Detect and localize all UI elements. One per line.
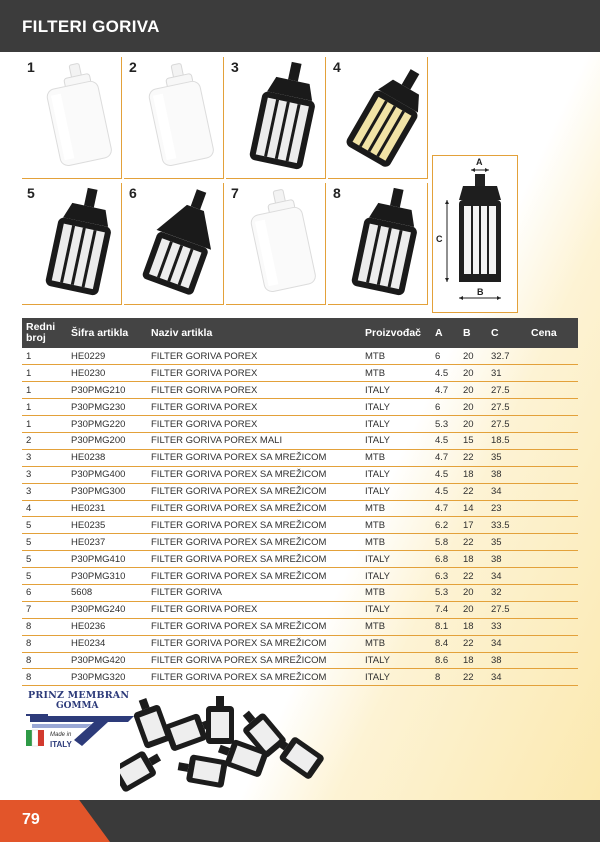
page-number-tab [0,800,110,842]
product-tile-7 [226,183,326,305]
cell-cena [527,365,578,382]
cell-proizvodjac: ITALY [361,416,431,433]
filters-group-photo [120,690,330,798]
cell-a: 7.4 [431,601,459,618]
cell-sifra: P30PMG220 [67,416,147,433]
fuel-filter-icon [124,183,224,305]
table-row [22,348,578,365]
cell-redni-broj: 3 [22,466,67,483]
cell-cena [527,483,578,500]
cell-a: 4.5 [431,432,459,449]
cell-redni-broj: 7 [22,601,67,618]
cell-a: 6.2 [431,517,459,534]
cell-proizvodjac: ITALY [361,568,431,585]
cell-sifra: P30PMG400 [67,466,147,483]
cell-proizvodjac: ITALY [361,432,431,449]
cell-proizvodjac: MTB [361,500,431,517]
fuel-filter-icon [22,57,122,179]
cell-proizvodjac: MTB [361,517,431,534]
cell-naziv: FILTER GORIVA POREX SA MREŽICOM [147,652,361,669]
table-row [22,635,578,652]
cell-naziv: FILTER GORIVA POREX MALI [147,432,361,449]
cell-b: 17 [459,517,487,534]
cell-a: 8.6 [431,652,459,669]
table-body [22,348,578,686]
cell-c: 33.5 [487,517,527,534]
cell-b: 22 [459,568,487,585]
cell-a: 6 [431,399,459,416]
cell-redni-broj: 5 [22,551,67,568]
cell-c: 27.5 [487,399,527,416]
table-row [22,652,578,669]
cell-c: 38 [487,551,527,568]
cell-cena [527,348,578,365]
product-tile-3 [226,57,326,179]
cell-sifra: P30PMG310 [67,568,147,585]
cell-redni-broj: 6 [22,584,67,601]
tile-number: 6 [129,185,137,201]
tile-number: 3 [231,59,239,75]
cell-c: 35 [487,534,527,551]
cell-redni-broj: 2 [22,432,67,449]
product-image-grid [22,57,432,307]
cell-naziv: FILTER GORIVA POREX SA MREŽICOM [147,635,361,652]
cell-b: 20 [459,416,487,433]
table-row [22,432,578,449]
cell-proizvodjac: ITALY [361,669,431,686]
product-tile-8 [328,183,428,305]
cell-redni-broj: 5 [22,517,67,534]
cell-naziv: FILTER GORIVA POREX [147,399,361,416]
cell-naziv: FILTER GORIVA POREX SA MREŽICOM [147,568,361,585]
cell-naziv: FILTER GORIVA POREX SA MREŽICOM [147,483,361,500]
cell-b: 20 [459,365,487,382]
header-sifra-artikla: Šifra artikla [67,318,147,348]
cell-proizvodjac: MTB [361,618,431,635]
cell-sifra: HE0235 [67,517,147,534]
cell-naziv: FILTER GORIVA [147,584,361,601]
cell-redni-broj: 1 [22,348,67,365]
cell-naziv: FILTER GORIVA POREX [147,365,361,382]
table-row [22,382,578,399]
cell-sifra: P30PMG320 [67,669,147,686]
product-tile-1 [22,57,122,179]
cell-b: 20 [459,584,487,601]
dimension-label-a: A [476,157,483,167]
cell-redni-broj: 1 [22,399,67,416]
cell-a: 6.8 [431,551,459,568]
dimension-label-c: C [436,234,443,244]
cell-cena [527,652,578,669]
cell-a: 6.3 [431,568,459,585]
cell-c: 18.5 [487,432,527,449]
cell-b: 20 [459,399,487,416]
fuel-filter-icon [124,57,224,179]
cell-naziv: FILTER GORIVA POREX [147,382,361,399]
cell-naziv: FILTER GORIVA POREX SA MREŽICOM [147,466,361,483]
header-redni-broj: Redni broj [22,318,67,348]
table-row [22,449,578,466]
cell-a: 8.4 [431,635,459,652]
cell-naziv: FILTER GORIVA POREX SA MREŽICOM [147,449,361,466]
fuel-filter-icon [226,57,326,179]
cell-cena [527,534,578,551]
product-tile-2 [124,57,224,179]
tile-number: 1 [27,59,35,75]
cell-redni-broj: 4 [22,500,67,517]
cell-a: 4.5 [431,466,459,483]
cell-proizvodjac: MTB [361,584,431,601]
cell-a: 5.8 [431,534,459,551]
cell-b: 18 [459,466,487,483]
cell-a: 4.7 [431,382,459,399]
cell-c: 34 [487,669,527,686]
table-row [22,416,578,433]
cell-b: 20 [459,382,487,399]
cell-b: 14 [459,500,487,517]
table-row [22,584,578,601]
cell-b: 15 [459,432,487,449]
cell-cena [527,500,578,517]
cell-c: 32 [487,584,527,601]
cell-sifra: P30PMG300 [67,483,147,500]
header-proizvodjac: Proizvođač [361,318,431,348]
table-row [22,568,578,585]
cell-sifra: P30PMG420 [67,652,147,669]
table-row [22,483,578,500]
cell-cena [527,618,578,635]
cell-naziv: FILTER GORIVA POREX [147,601,361,618]
cell-c: 32.7 [487,348,527,365]
brand-name-line1: PRINZ MEMBRAN [28,690,130,701]
cell-c: 35 [487,449,527,466]
cell-cena [527,584,578,601]
table-row [22,669,578,686]
cell-c: 38 [487,466,527,483]
cell-redni-broj: 8 [22,669,67,686]
cell-c: 23 [487,500,527,517]
cell-b: 22 [459,449,487,466]
cell-b: 22 [459,669,487,686]
product-tile-6 [124,183,224,305]
cell-c: 34 [487,483,527,500]
tile-number: 2 [129,59,137,75]
fuel-filter-icon [226,183,326,305]
cell-redni-broj: 5 [22,534,67,551]
cell-proizvodjac: MTB [361,449,431,466]
cell-sifra: P30PMG210 [67,382,147,399]
cell-a: 4.5 [431,483,459,500]
cell-proizvodjac: ITALY [361,399,431,416]
cell-redni-broj: 8 [22,635,67,652]
cell-cena [527,399,578,416]
table-row [22,517,578,534]
cell-proizvodjac: ITALY [361,551,431,568]
cell-c: 38 [487,652,527,669]
tile-number: 5 [27,185,35,201]
cell-b: 18 [459,551,487,568]
cell-a: 4.7 [431,449,459,466]
cell-proizvodjac: ITALY [361,382,431,399]
cell-proizvodjac: MTB [361,348,431,365]
cell-a: 4.5 [431,365,459,382]
cell-b: 18 [459,618,487,635]
cell-redni-broj: 8 [22,652,67,669]
product-table [22,318,578,686]
cell-cena [527,601,578,618]
cell-naziv: FILTER GORIVA POREX SA MREŽICOM [147,517,361,534]
cell-naziv: FILTER GORIVA POREX [147,416,361,433]
dimension-label-b: B [477,287,484,297]
cell-proizvodjac: ITALY [361,466,431,483]
made-in-country: ITALY [50,740,72,749]
cell-b: 20 [459,601,487,618]
cell-redni-broj: 8 [22,618,67,635]
cell-sifra: P30PMG240 [67,601,147,618]
cell-naziv: FILTER GORIVA POREX SA MREŽICOM [147,500,361,517]
cell-b: 18 [459,652,487,669]
header-b: B [459,318,487,348]
page-footer [0,800,600,842]
cell-proizvodjac: ITALY [361,652,431,669]
cell-cena [527,432,578,449]
cell-a: 6 [431,348,459,365]
header-cena: Cena [527,318,578,348]
cell-c: 27.5 [487,601,527,618]
cell-redni-broj: 5 [22,568,67,585]
cell-a: 5.3 [431,416,459,433]
cell-a: 5.3 [431,584,459,601]
table-header-row [22,318,578,348]
cell-sifra: HE0229 [67,348,147,365]
table-row [22,618,578,635]
table-row [22,365,578,382]
table-row [22,500,578,517]
cell-naziv: FILTER GORIVA POREX SA MREŽICOM [147,551,361,568]
cell-cena [527,416,578,433]
cell-cena [527,669,578,686]
table-row [22,399,578,416]
cell-proizvodjac: MTB [361,534,431,551]
cell-b: 22 [459,534,487,551]
product-tile-4 [328,57,428,179]
fuel-filter-icon [22,183,122,305]
cell-b: 22 [459,483,487,500]
cell-proizvodjac: ITALY [361,601,431,618]
cell-sifra: HE0231 [67,500,147,517]
table-row [22,601,578,618]
cell-b: 20 [459,348,487,365]
table-row [22,551,578,568]
cell-c: 33 [487,618,527,635]
cell-naziv: FILTER GORIVA POREX SA MREŽICOM [147,618,361,635]
page-number: 79 [22,811,40,828]
cell-naziv: FILTER GORIVA POREX [147,348,361,365]
fuel-filter-icon [328,183,428,305]
brand-name-line2: GOMMA [56,701,99,711]
cell-c: 34 [487,635,527,652]
cell-cena [527,449,578,466]
dimension-diagram [432,155,518,313]
page-header [0,0,600,52]
filter-group-image-icon [120,690,330,798]
cell-redni-broj: 1 [22,382,67,399]
tile-number: 8 [333,185,341,201]
cell-sifra: HE0238 [67,449,147,466]
cell-c: 27.5 [487,382,527,399]
cell-c: 31 [487,365,527,382]
cell-cena [527,568,578,585]
header-c: C [487,318,527,348]
header-a: A [431,318,459,348]
cell-sifra: 5608 [67,584,147,601]
cell-c: 27.5 [487,416,527,433]
filter-dimension-drawing-icon [433,156,519,314]
tile-number: 7 [231,185,239,201]
cell-proizvodjac: ITALY [361,483,431,500]
cell-redni-broj: 1 [22,416,67,433]
product-tile-5 [22,183,122,305]
table-row [22,534,578,551]
cell-c: 34 [487,568,527,585]
cell-redni-broj: 1 [22,365,67,382]
cell-a: 4.7 [431,500,459,517]
cell-a: 8.1 [431,618,459,635]
cell-redni-broj: 3 [22,483,67,500]
cell-sifra: HE0237 [67,534,147,551]
cell-sifra: HE0236 [67,618,147,635]
cell-cena [527,635,578,652]
page-title: FILTERI GORIVA [22,17,160,36]
cell-cena [527,466,578,483]
cell-sifra: P30PMG230 [67,399,147,416]
cell-cena [527,382,578,399]
cell-sifra: HE0230 [67,365,147,382]
cell-naziv: FILTER GORIVA POREX SA MREŽICOM [147,534,361,551]
table-row [22,466,578,483]
cell-b: 22 [459,635,487,652]
cell-sifra: P30PMG410 [67,551,147,568]
cell-proizvodjac: MTB [361,635,431,652]
cell-sifra: HE0234 [67,635,147,652]
header-naziv-artikla: Naziv artikla [147,318,361,348]
fuel-filter-icon [328,57,428,179]
cell-sifra: P30PMG200 [67,432,147,449]
cell-cena [527,517,578,534]
cell-redni-broj: 3 [22,449,67,466]
cell-cena [527,551,578,568]
tile-number: 4 [333,59,341,75]
cell-proizvodjac: MTB [361,365,431,382]
cell-naziv: FILTER GORIVA POREX SA MREŽICOM [147,669,361,686]
cell-a: 8 [431,669,459,686]
made-in-label: Made in [50,732,72,738]
